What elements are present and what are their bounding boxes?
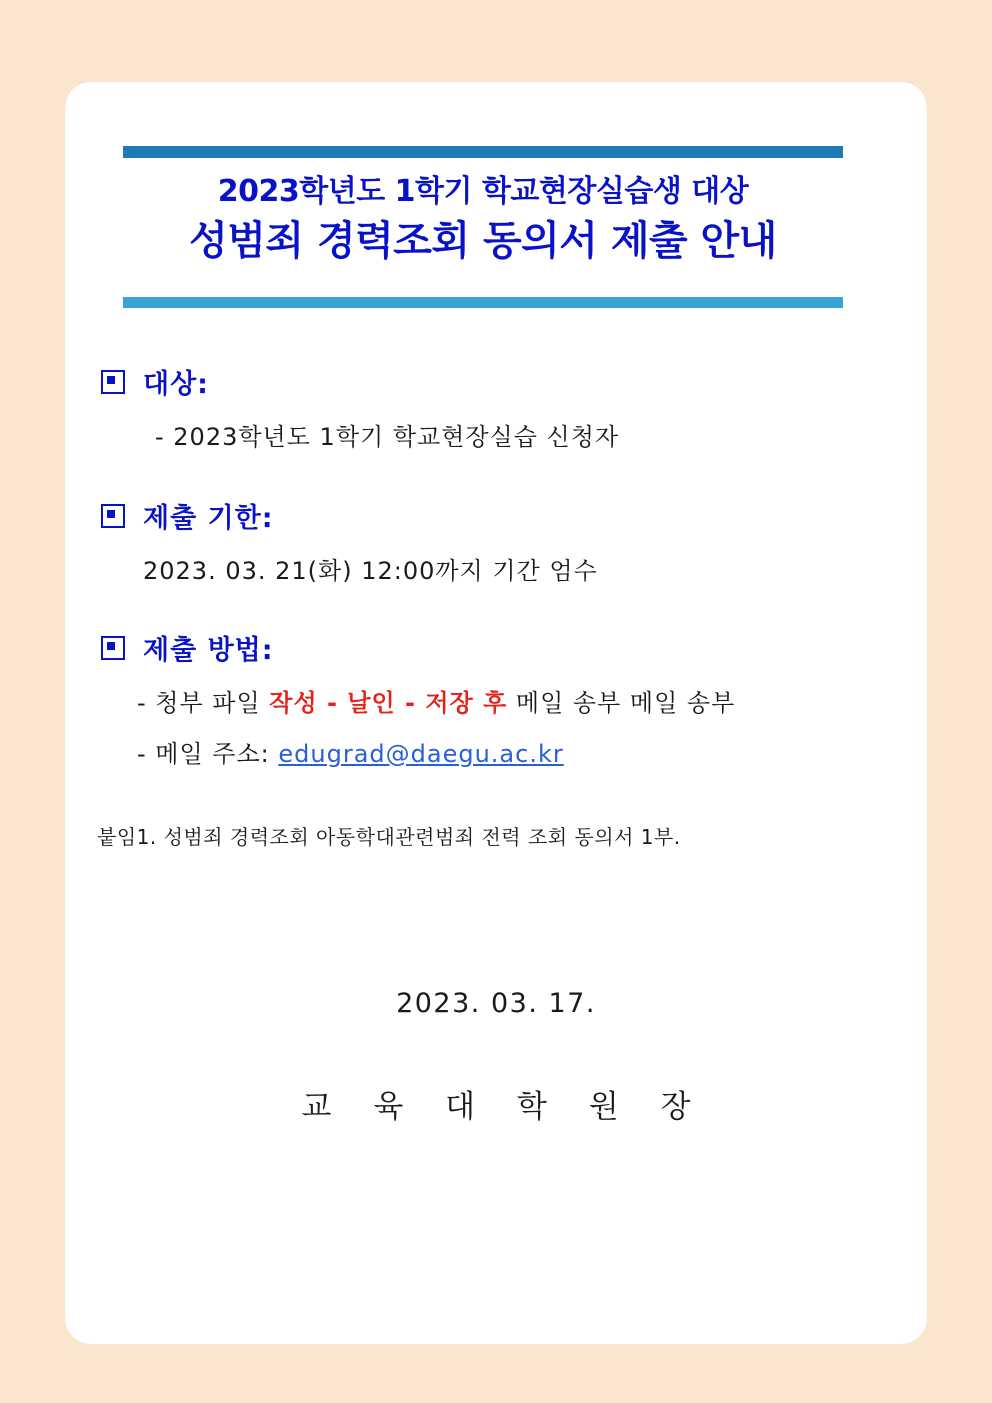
method-line2-prefix: - 메일 주소: — [137, 740, 279, 768]
method-line1-emphasis: 작성 - 날인 - 저장 후 — [269, 689, 508, 717]
page-title: 성범죄 경력조회 동의서 제출 안내 — [189, 218, 777, 264]
signer-title: 교 육 대 학 원 장 — [301, 1089, 707, 1125]
square-bullet-icon — [101, 370, 125, 394]
method-line1-prefix: - 청부 파일 — [137, 689, 270, 717]
header-rule-bottom — [123, 297, 843, 308]
attachment-line: 붙임1. 성범죄 경력조회 아동학대관련범죄 전력 조회 동의서 1부. — [97, 825, 681, 849]
spacer — [65, 586, 927, 628]
section-target-heading — [101, 362, 927, 401]
section-target-label: 대상: — [143, 369, 209, 400]
section-deadline-label: 제출 기한: — [143, 503, 274, 534]
header-rule-top — [123, 146, 843, 158]
issue-date: 2023. 03. 17. — [396, 988, 596, 1019]
email-link[interactable]: edugrad@daegu.ac.kr — [278, 740, 564, 768]
notice-body — [65, 362, 927, 1126]
square-bullet-icon — [101, 504, 125, 528]
section-method-line-1 — [137, 683, 927, 718]
square-bullet-icon — [101, 636, 125, 660]
page-title-subheading: 2023학년도 1학기 학교현장실습생 대상 — [217, 174, 749, 209]
section-deadline-heading — [101, 496, 927, 535]
section-method-heading — [101, 628, 927, 667]
method-line1-suffix: 메일 송부 메일 송부 — [507, 689, 736, 717]
section-method-line-2 — [137, 734, 927, 769]
section-target-line: - 2023학년도 1학기 학교현장실습 신청자 — [155, 423, 620, 451]
title-block — [123, 174, 843, 268]
notice-sheet — [65, 82, 927, 1344]
section-deadline-line: 2023. 03. 21(화) 12:00까지 기간 엄수 — [143, 557, 598, 585]
section-method-label: 제출 방법: — [143, 635, 274, 666]
spacer — [65, 452, 927, 496]
